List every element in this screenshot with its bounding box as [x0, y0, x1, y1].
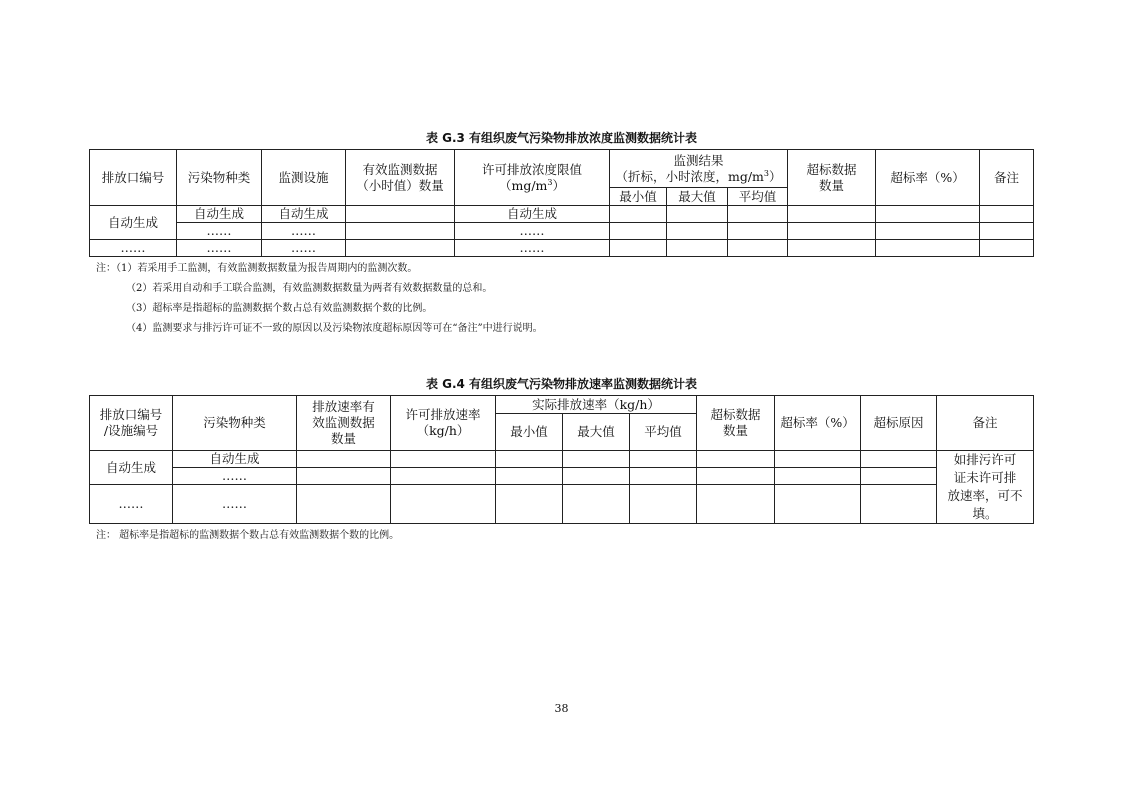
cell-empty: [610, 240, 667, 257]
table-g4-caption: 表 G.4 有组织废气污染物排放速率监测数据统计表: [425, 377, 698, 391]
header-limit-close: ）: [552, 177, 566, 193]
cell-ellipsis: ……: [173, 485, 297, 524]
remark-line2: 证未许可排: [953, 470, 1017, 485]
cell-empty: [876, 240, 980, 257]
table-g4: [89, 395, 1034, 524]
cell-empty: [728, 240, 788, 257]
header-outlet-no: 排放口编号: [90, 150, 177, 206]
header-limit-line1: 许可排放浓度限值: [481, 161, 582, 177]
header-limit-sup: 3: [547, 177, 553, 187]
table-row: [90, 240, 1034, 257]
header-avg: 平均值: [630, 414, 697, 451]
header-exceed-rate: 超标率（%）: [876, 150, 980, 206]
cell-empty: [391, 485, 496, 524]
cell-ellipsis: ……: [90, 240, 177, 257]
cell-empty: [980, 240, 1034, 257]
header-permit-rate-line1: 许可排放速率: [405, 407, 481, 422]
cell-empty: [610, 223, 667, 240]
header-rate-count: [297, 396, 391, 451]
table-g3: [89, 149, 1034, 257]
header-valid-count-line2: （小时值）数量: [356, 177, 444, 193]
cell-empty: [775, 451, 861, 468]
cell-empty: [346, 223, 455, 240]
header-outlet-facility: [90, 396, 173, 451]
table-g3-header-row: [90, 150, 1034, 188]
header-result: [610, 150, 788, 188]
header-max: 最大值: [563, 414, 630, 451]
header-facility: 监测设施: [262, 150, 346, 206]
cell-ellipsis: ……: [177, 240, 262, 257]
cell-empty: [391, 451, 496, 468]
cell-empty: [697, 485, 775, 524]
cell-empty: [563, 451, 630, 468]
cell-empty: [697, 468, 775, 485]
cell-empty: [563, 468, 630, 485]
cell-empty: [391, 468, 496, 485]
header-permit-rate-line2: （kg/h）: [416, 423, 470, 438]
cell-empty: [667, 240, 728, 257]
cell-remarks-note: [937, 451, 1034, 524]
header-exceed-count-line2: 数量: [819, 177, 845, 193]
cell-empty: [297, 485, 391, 524]
cell-empty: [980, 223, 1034, 240]
header-remarks: 备注: [937, 396, 1034, 451]
cell-pollutant-auto: 自动生成: [177, 206, 262, 223]
header-exceed-count: [788, 150, 876, 206]
header-exceed-count-line1: 超标数据: [710, 407, 761, 422]
note-g4: 注： 超标率是指超标的监测数据个数占总有效监测数据个数的比例。: [96, 530, 400, 541]
cell-ellipsis: ……: [173, 468, 297, 485]
table-row: [90, 206, 1034, 223]
header-valid-count-line1: 有效监测数据: [362, 161, 438, 177]
cell-empty: [563, 485, 630, 524]
table-g3-notes: [96, 259, 543, 339]
cell-empty: [496, 468, 563, 485]
cell-empty: [630, 468, 697, 485]
cell-empty: [775, 485, 861, 524]
remark-line4: 填。: [972, 506, 998, 521]
cell-empty: [876, 223, 980, 240]
header-max: 最大值: [667, 188, 728, 206]
cell-empty: [861, 485, 937, 524]
cell-outlet-auto: 自动生成: [90, 206, 177, 240]
table-g3-caption: 表 G.3 有组织废气污染物排放浓度监测数据统计表: [425, 131, 698, 145]
header-pollutant: 污染物种类: [173, 396, 297, 451]
remark-line1: 如排污许可: [953, 452, 1017, 467]
header-rate-count-line1: 排放速率有: [312, 399, 375, 414]
cell-empty: [496, 485, 563, 524]
note-2: （2）若采用自动和手工联合监测，有效监测数据数量为两者有效数据数量的总和。: [126, 283, 493, 294]
cell-empty: [788, 223, 876, 240]
cell-empty: [496, 451, 563, 468]
cell-empty: [788, 240, 876, 257]
cell-ellipsis: ……: [455, 240, 610, 257]
cell-outlet-auto: 自动生成: [90, 451, 173, 485]
cell-facility-auto: 自动生成: [262, 206, 346, 223]
header-permit-rate: [391, 396, 496, 451]
cell-empty: [728, 223, 788, 240]
note-3: （3）超标率是指超标的监测数据个数占总有效监测数据个数的比例。: [126, 303, 433, 314]
cell-empty: [297, 468, 391, 485]
header-limit-line2: [455, 178, 609, 194]
header-min: 最小值: [496, 414, 563, 451]
cell-empty: [630, 451, 697, 468]
table-row: [90, 485, 1034, 524]
header-min: 最小值: [610, 188, 667, 206]
table-g4-note: [96, 526, 399, 546]
cell-empty: [876, 206, 980, 223]
cell-empty: [775, 468, 861, 485]
header-pollutant: 污染物种类: [177, 150, 262, 206]
header-valid-count: [346, 150, 455, 206]
header-result-close: ）: [769, 168, 782, 184]
header-exceed-reason: 超标原因: [861, 396, 937, 451]
header-result-line1: 监测结果: [673, 152, 724, 168]
cell-empty: [667, 223, 728, 240]
header-rate-count-line2: 效监测数据: [312, 415, 375, 430]
header-result-unit: （折标，小时浓度，mg/m: [615, 168, 764, 184]
page-number: 38: [554, 702, 569, 715]
cell-empty: [861, 468, 937, 485]
cell-empty: [346, 240, 455, 257]
cell-empty: [788, 206, 876, 223]
header-limit: [455, 150, 610, 206]
header-exceed-count-line1: 超标数据: [806, 161, 857, 177]
header-outlet-line2: /设施编号: [103, 423, 159, 438]
table-row: [90, 451, 1034, 468]
header-exceed-count-line2: 数量: [723, 423, 749, 438]
header-remarks: 备注: [980, 150, 1034, 206]
note-4: （4）监测要求与排污许可证不一致的原因以及污染物浓度超标原因等可在“备注”中进行说明。: [126, 323, 543, 334]
table-row: [90, 468, 1034, 485]
header-exceed-rate: 超标率（%）: [775, 396, 861, 451]
table-row: [90, 223, 1034, 240]
header-rate-count-line3: 数量: [330, 431, 356, 446]
cell-empty: [610, 206, 667, 223]
header-result-line2: [610, 169, 787, 185]
cell-limit-auto: 自动生成: [455, 206, 610, 223]
cell-ellipsis: ……: [262, 240, 346, 257]
cell-empty: [728, 206, 788, 223]
header-actual-rate: 实际排放速率（kg/h）: [496, 396, 697, 414]
cell-empty: [861, 451, 937, 468]
cell-empty: [346, 206, 455, 223]
cell-empty: [667, 206, 728, 223]
cell-ellipsis: ……: [177, 223, 262, 240]
cell-ellipsis: ……: [455, 223, 610, 240]
header-outlet-line1: 排放口编号: [99, 407, 163, 422]
cell-ellipsis: ……: [262, 223, 346, 240]
header-exceed-count: [697, 396, 775, 451]
cell-empty: [297, 451, 391, 468]
header-result-sup: 3: [763, 168, 769, 178]
cell-empty: [980, 206, 1034, 223]
cell-ellipsis: ……: [90, 485, 173, 524]
cell-pollutant-auto: 自动生成: [173, 451, 297, 468]
cell-empty: [697, 451, 775, 468]
header-limit-unit: （mg/m: [498, 177, 548, 193]
table-g4-header-row: [90, 396, 1034, 414]
remark-line3: 放速率，可不: [947, 488, 1023, 503]
note-1: 注：（1）若采用手工监测，有效监测数据数量为报告周期内的监测次数。: [96, 263, 418, 274]
cell-empty: [630, 485, 697, 524]
header-avg: 平均值: [728, 188, 788, 206]
